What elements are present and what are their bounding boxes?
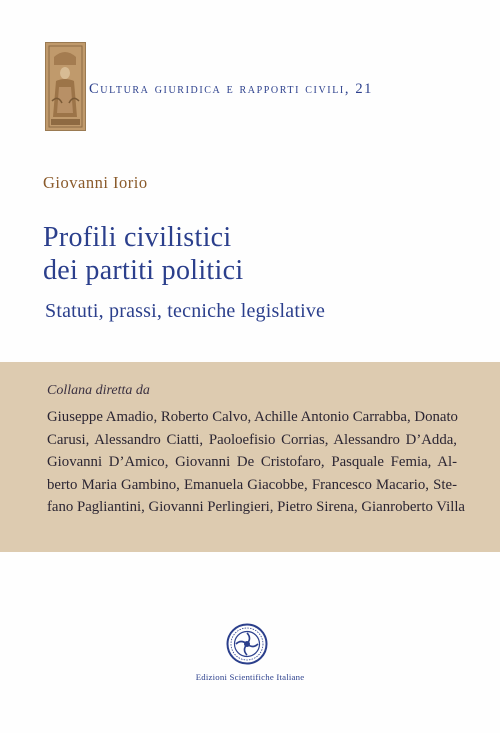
editors-line: Carusi, Alessandro Ciatti, Paoloefisio Corrias, Alessandro D’Adda, — [47, 431, 457, 448]
publisher-name: Edizioni Scientifiche Italiane — [195, 672, 305, 682]
fresco-illustration — [45, 42, 86, 131]
title-line: Profili civilistici — [43, 222, 232, 253]
title-line: dei partiti politici — [43, 255, 244, 286]
editors-line: berto Maria Gambino, Emanuela Giacobbe, Francesco Macario, Ste- — [47, 476, 457, 493]
editors-list — [47, 406, 465, 519]
editors-label: Collana diretta da — [47, 383, 150, 398]
editors-line: fano Pagliantini, Giovanni Perlingieri, Pietro Sirena, Gianroberto Villa — [47, 499, 465, 515]
series-title: Cultura giuridica e rapporti civili, 21 — [89, 81, 374, 97]
book-title — [43, 221, 243, 287]
editors-line: Giuseppe Amadio, Roberto Calvo, Achille Antonio Carrabba, Donato — [47, 409, 458, 425]
publisher-seal-logo — [226, 623, 268, 665]
author-name: Giovanni Iorio — [43, 173, 148, 192]
book-subtitle: Statuti, prassi, tecniche legislative — [45, 300, 326, 322]
editors-line: Giovanni D’Amico, Giovanni De Cristofaro, Pasquale Femia, Al- — [47, 454, 457, 470]
